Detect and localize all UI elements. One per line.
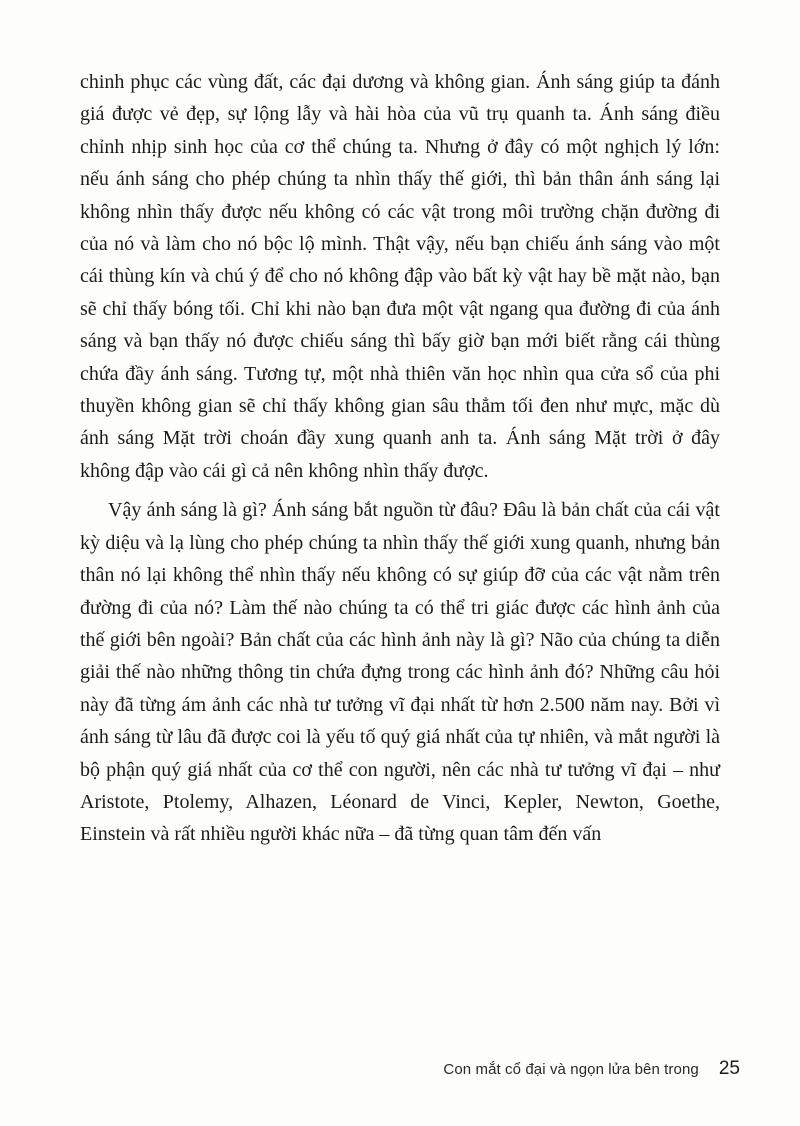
paragraph: Vậy ánh sáng là gì? Ánh sáng bắt nguồn từ đâu? Đâu là bản chất của cái vật kỳ diệu và lạ lùng cho phép chúng ta nhìn thấy thế giới xung quanh, nhưng bản thân nó lại không thể nhìn thấy nếu không có sự giúp đỡ của các vật nằm trên đường đi của nó? Làm thế nào chúng ta có thể tri giác được các hình ảnh của thế giới bên ngoài? Bản chất của các hình ảnh này là gì? Não của chúng ta diễn giải thế nào những thông tin chứa đựng trong các hình ảnh đó? Những câu hỏi này đã từng ám ảnh các nhà tư tưởng vĩ đại nhất từ hơn 2.500 năm nay. Bởi vì ánh sáng từ lâu đã được coi là yếu tố quý giá nhất của tự nhiên, và mắt người là bộ phận quý giá nhất của cơ thể con người, nên các nhà tư tưởng vĩ đại – như Aristote, Ptolemy, Alhazen, Léonard de Vinci, Kepler, Newton, Goethe, Einstein và rất nhiều người khác nữa – đã từng quan tâm đến vấn [80, 499, 720, 846]
running-title: Con mắt cổ đại và ngọn lửa bên trong [443, 1061, 699, 1078]
page-footer [443, 1058, 740, 1080]
body-text [80, 66, 720, 851]
page-number: 25 [718, 1058, 740, 1079]
paragraph: chinh phục các vùng đất, các đại dương và không gian. Ánh sáng giúp ta đánh giá được vẻ đẹp, sự lộng lẫy và hài hòa của vũ trụ quanh ta. Ánh sáng điều chỉnh nhịp sinh học của cơ thể chúng ta. Nhưng ở đây có một nghịch lý lớn: nếu ánh sáng cho phép chúng ta nhìn thấy thế giới, thì bản thân ánh sáng lại không nhìn thấy được nếu không có các vật trong môi trường chặn đường đi của nó và làm cho nó bộc lộ mình. Thật vậy, nếu bạn chiếu ánh sáng vào một cái thùng kín và chú ý để cho nó không đập vào bất kỳ vật hay bề mặt nào, bạn sẽ chỉ thấy bóng tối. Chỉ khi nào bạn đưa một vật ngang qua đường đi của ánh sáng và bạn thấy nó được chiếu sáng thì bấy giờ bạn mới biết rằng cái thùng chứa đầy ánh sáng. Tương tự, một nhà thiên văn học nhìn qua cửa sổ của phi thuyền không gian sẽ chỉ thấy không gian sâu thẳm tối đen như mực, mặc dù ánh sáng Mặt trời choán đầy xung quanh anh ta. Ánh sáng Mặt trời ở đây không đập vào cái gì cả nên không nhìn thấy được. [80, 71, 720, 482]
